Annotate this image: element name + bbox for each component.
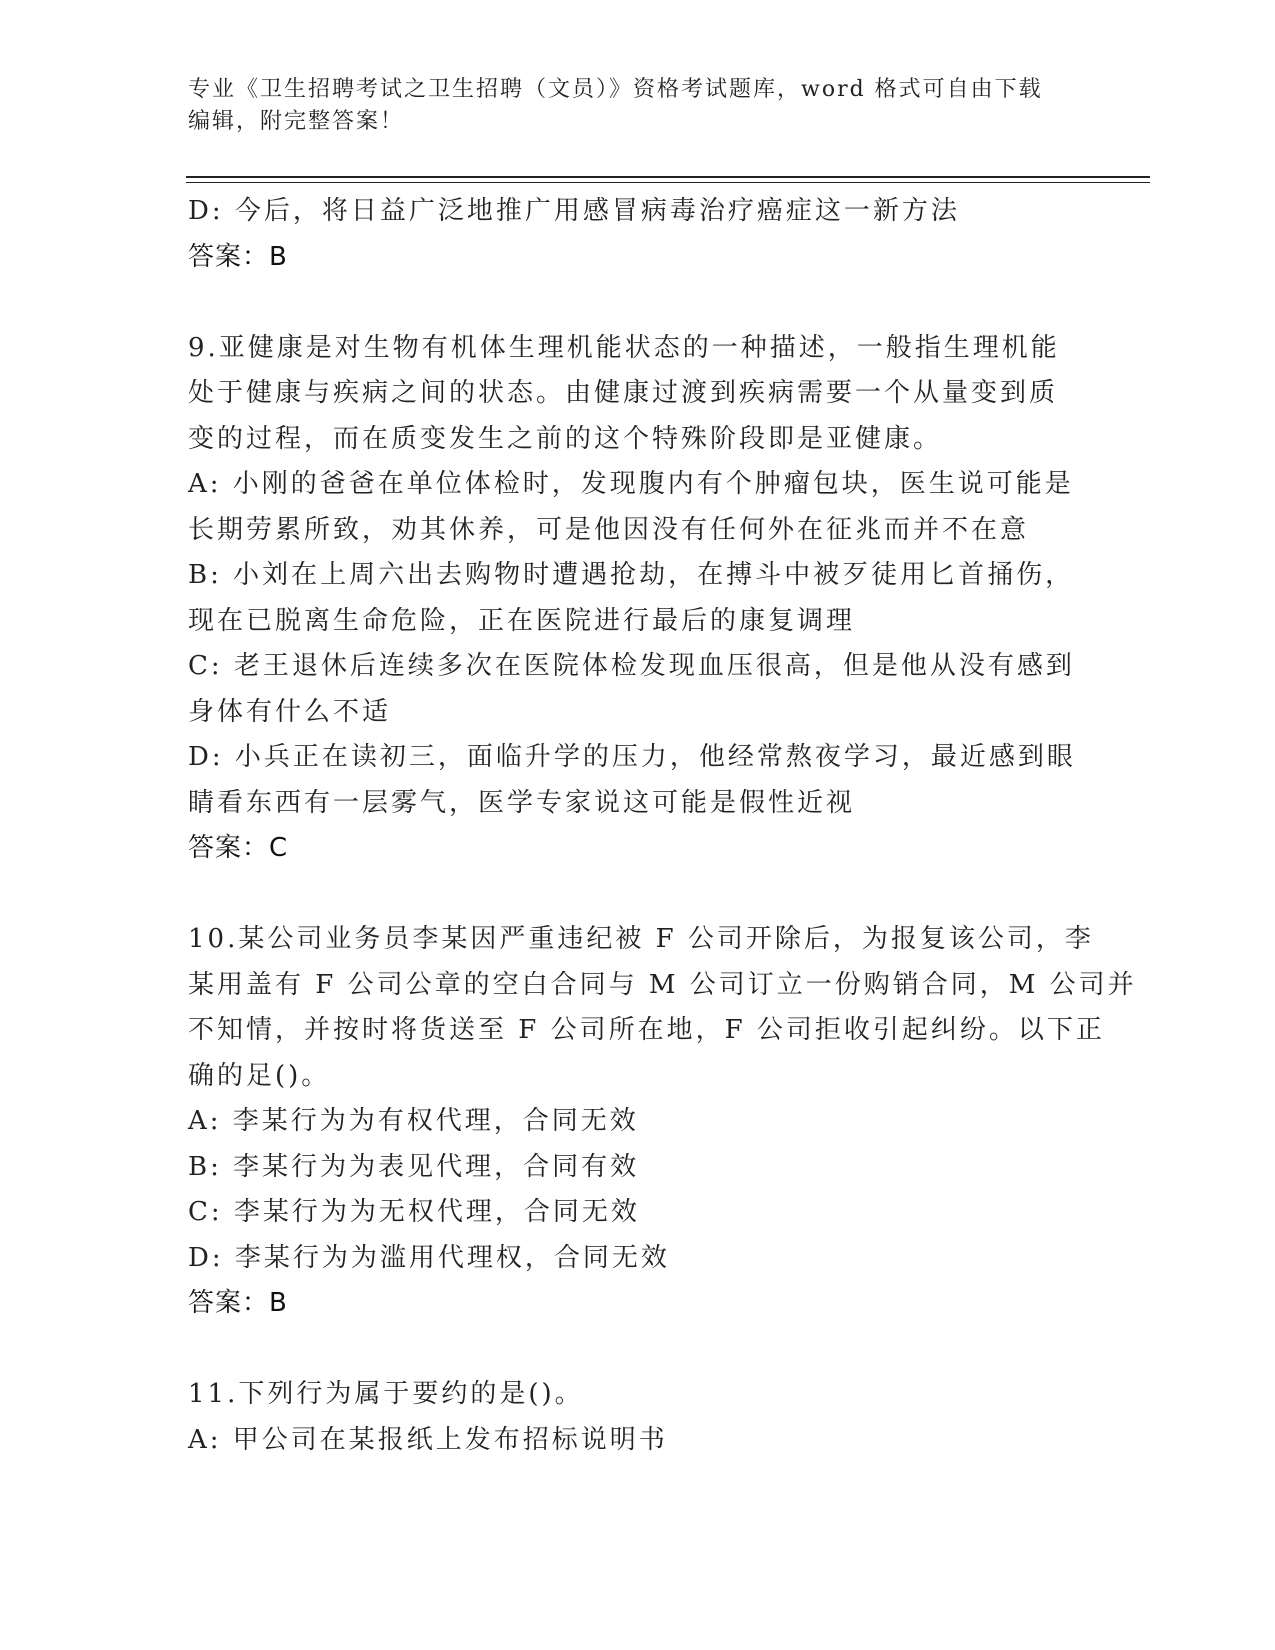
question-11: [188, 1372, 1088, 1463]
prev-answer: 答案：B: [188, 241, 288, 272]
q10-option-c: C: 李某行为为无权代理，合同无效: [188, 1197, 640, 1227]
prev-option-d: D: 今后，将日益广泛地推广用感冒病毒治疗癌症这一新方法: [188, 196, 960, 226]
q9-option-d-line-1: D: 小兵正在读初三，面临升学的压力，他经常熬夜学习，最近感到眼: [188, 742, 1076, 772]
q10-stem-line-2: 某用盖有 F 公司公章的空白合同与 M 公司订立一份购销合同，M 公司并: [188, 969, 1137, 1000]
header-divider-thick: [186, 176, 1150, 178]
q9-option-b-line-1: B: 小刘在上周六出去购物时遭遇抢劫，在搏斗中被歹徒用匕首捅伤，: [188, 560, 1075, 590]
q9-answer: 答案：C: [188, 833, 289, 863]
question-10: [188, 917, 1137, 1327]
q9-stem-line-3: 变的过程，而在质变发生之前的这个特殊阶段即是亚健康。: [188, 423, 943, 454]
q9-option-b-line-2: 现在已脱离生命危险，正在医院进行最后的康复调理: [188, 605, 856, 636]
question-9: [188, 326, 1088, 872]
spacer: [188, 280, 1088, 326]
q9-option-d-line-2: 睛看东西有一层雾气，医学专家说这可能是假性近视: [188, 787, 856, 818]
header-line-1: 专业《卫生招聘考试之卫生招聘（文员）》资格考试题库，word 格式可自由下载: [188, 77, 1043, 102]
q10-stem-line-3: 不知情，并按时将货送至 F 公司所在地，F 公司拒收引起纠纷。以下正: [188, 1015, 1105, 1045]
q10-answer: 答案：B: [188, 1288, 288, 1318]
header-line-2: 编辑，附完整答案！: [188, 109, 405, 134]
q11-option-a: A: 甲公司在某报纸上发布招标说明书: [188, 1424, 668, 1455]
q10-option-d: D: 李某行为为滥用代理权，合同无效: [188, 1242, 670, 1273]
spacer: [188, 872, 1088, 918]
q10-option-b: B: 李某行为为表见代理，合同有效: [188, 1151, 640, 1182]
q10-option-a: A: 李某行为为有权代理，合同无效: [188, 1106, 639, 1136]
document-header: [188, 74, 1088, 138]
q10-stem-line-1: 10.某公司业务员李某因严重违纪被 F 公司开除后，为报复该公司，李: [188, 924, 1094, 954]
q9-option-c-line-2: 身体有什么不适: [188, 696, 392, 727]
q9-option-c-line-1: C: 老王退休后连续多次在医院体检发现血压很高，但是他从没有感到: [188, 651, 1075, 681]
q9-option-a-line-2: 长期劳累所致，劝其休养，可是他因没有任何外在征兆而并不在意: [188, 514, 1030, 545]
q9-stem-line-2: 处于健康与疾病之间的状态。由健康过渡到疾病需要一个从量变到质: [188, 378, 1059, 408]
q10-stem-line-4: 确的足()。: [188, 1060, 331, 1091]
header-divider-thin: [186, 182, 1150, 183]
document-body: [188, 189, 1137, 1463]
q9-option-a-line-1: A: 小刚的爸爸在单位体检时，发现腹内有个肿瘤包块，医生说可能是: [188, 469, 1074, 499]
spacer: [188, 1327, 1088, 1373]
q9-stem-line-1: 9.亚健康是对生物有机体生理机能状态的一种描述，一般指生理机能: [188, 332, 1060, 363]
q11-stem: 11.下列行为属于要约的是()。: [188, 1379, 584, 1409]
